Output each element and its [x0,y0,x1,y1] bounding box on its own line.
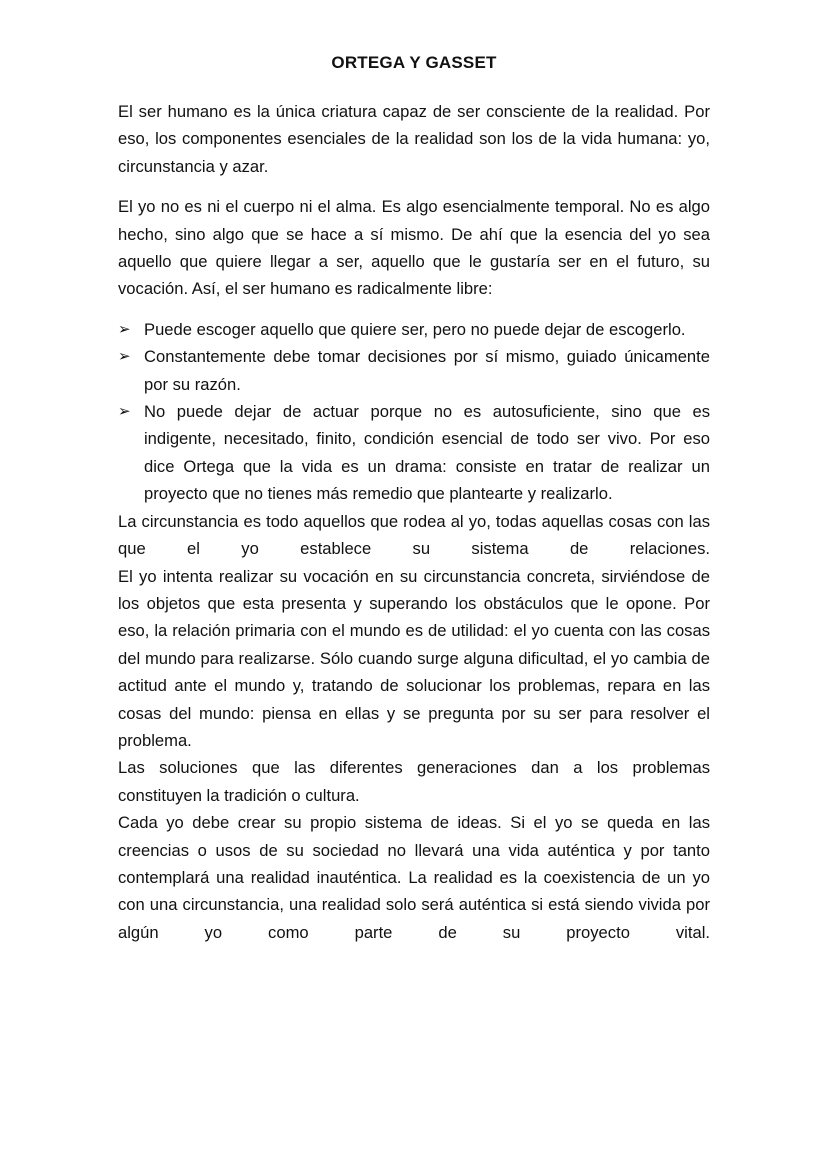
list-item-text: Puede escoger aquello que quiere ser, pero no puede dejar de escogerlo. [144,319,686,339]
list-item [118,398,710,508]
paragraph-tradicion: Las soluciones que las diferentes generaciones dan a los problemas constituyen la tradición o cultura. [118,758,710,805]
arrowhead-bullet-icon: ➢ [118,347,131,366]
list-item-text: Constantemente debe tomar decisiones por sí mismo, guiado únicamente por su razón. [144,347,710,394]
paragraph-autenticidad: Cada yo debe crear su propio sistema de ideas. Si el yo se queda en las creencias o usos de su sociedad no llevará una vida auténtica y por tanto contemplará una realidad inauténtica. La realidad es la coexistencia de un yo con una circunstancia, una realidad solo será auténtica si está siendo vivida por algún yo como parte de su proyecto vital. [118,813,710,942]
paragraph-circunstancia: La circunstancia es todo aquellos que rodea al yo, todas aquellas cosas con las que el yo establece su sistema de relaciones. [118,511,710,559]
list-item-text: No puede dejar de actuar porque no es autosuficiente, sino que es indigente, necesitado, finito, condición esencial de todo ser vivo. Por eso dice Ortega que la vida es un drama: consiste en tratar de realizar un proyecto que no tienes más remedio que plantearte y realizarlo. [144,402,710,504]
document-page [118,50,710,946]
paragraph-intro: El ser humano es la única criatura capaz de ser consciente de la realidad. Por eso, los componentes esenciales de la realidad son los de la vida humana: yo, circunstancia y azar. [118,102,710,176]
list-item [118,316,710,343]
list-item [118,343,710,398]
document-title: ORTEGA Y GASSET [331,53,497,72]
paragraph-utilidad: El yo intenta realizar su vocación en su circunstancia concreta, sirviéndose de los objetos que esta presenta y superando los obstáculos que le opone. Por eso, la relación primaria con el mundo es de utilidad: el yo cuenta con las cosas del mundo para realizarse. Sólo cuando surge alguna dificultad, el yo cambia de actitud ante el mundo y, tratando de solucionar los problemas, repara en las cosas del mundo: piensa en ellas y se pregunta por su ser para resolver el problema. [118,566,710,750]
freedom-bullet-list [118,316,710,508]
arrowhead-bullet-icon: ➢ [118,402,131,421]
paragraph-yo: El yo no es ni el cuerpo ni el alma. Es algo esencialmente temporal. No es algo hecho, sino algo que se hace a sí mismo. De ahí que la esencia del yo sea aquello que quiere llegar a ser, aquello que le gustaría ser en el futuro, su vocación. Así, el ser humano es radicalmente libre: [118,197,710,299]
arrowhead-bullet-icon: ➢ [118,319,131,338]
